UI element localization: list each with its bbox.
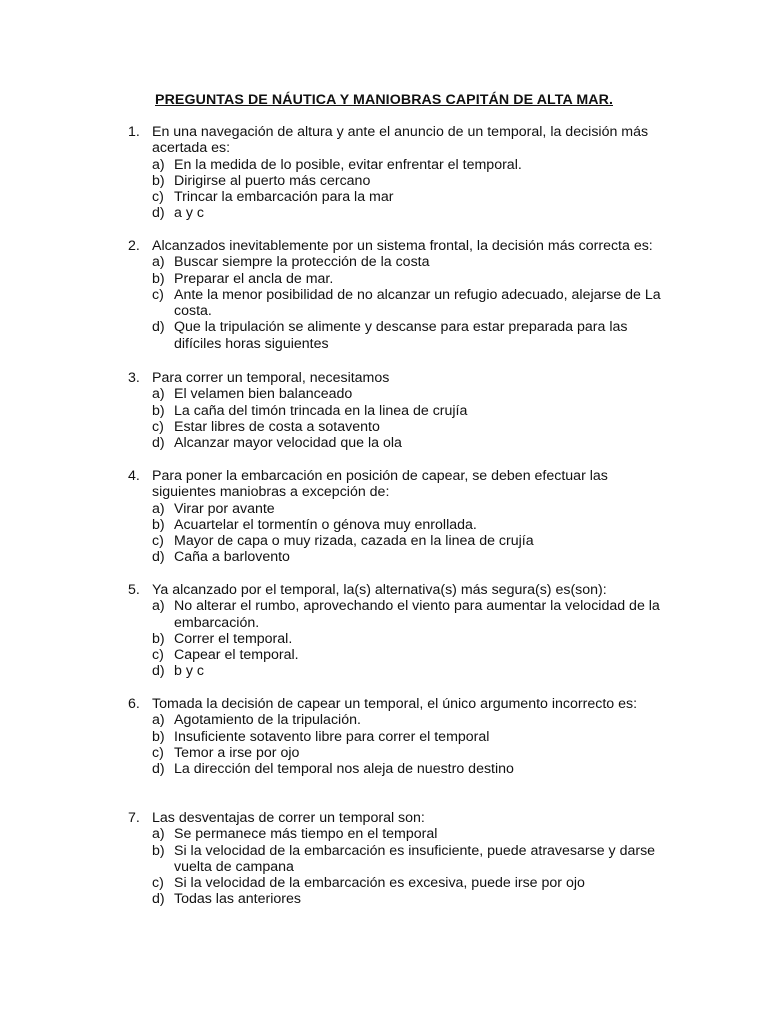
option-letter: b) [152,172,165,189]
question-stem [128,810,668,826]
question-text: Las desventajas de correr un temporal son: [152,810,425,826]
answer-option [128,517,668,533]
answer-option [128,189,668,205]
option-letter: b) [152,728,165,745]
question-4 [128,468,668,566]
option-text: Caña a barlovento [174,549,290,566]
option-letter: a) [152,712,165,729]
option-letter: a) [152,254,165,271]
option-text: La caña del timón trincada en la linea de crujía [174,402,468,419]
option-letter: a) [152,826,165,843]
option-text: El velamen bien balanceado [174,386,353,403]
option-letter: a) [152,598,165,615]
question-text: Para poner la embarcación en posición de capear, se deben efectuar las siguientes maniobras a excepción de: [152,468,608,501]
question-stem [128,696,668,712]
question-stem [128,468,668,501]
option-letter: c) [152,875,164,892]
answer-option [128,254,668,270]
option-letter: c) [152,418,164,435]
question-stem [128,124,668,157]
question-number: 3. [128,370,140,386]
question-5 [128,582,668,680]
answer-option [128,843,668,876]
question-number: 7. [128,810,140,826]
option-letter: d) [152,761,165,778]
option-letter: b) [152,630,165,647]
question-text: Tomada la decisión de capear un temporal, el único argumento incorrecto es: [152,696,638,712]
question-stem [128,238,668,254]
option-letter: b) [152,516,165,533]
answer-option [128,386,668,402]
question-number: 5. [128,582,140,598]
document-title: PREGUNTAS DE NÁUTICA Y MANIOBRAS CAPITÁN DE ALTA MAR. [155,92,613,108]
question-text: Para correr un temporal, necesitamos [152,370,390,386]
option-letter: a) [152,156,165,173]
option-text: b y c [174,663,204,680]
option-letter: d) [152,435,165,452]
answer-option [128,598,668,631]
option-text: Trincar la embarcación para la mar [174,189,394,206]
answer-option [128,287,668,320]
answer-option [128,891,668,907]
option-letter: d) [152,549,165,566]
answer-option [128,761,668,777]
question-stem [128,370,668,386]
option-text: Estar libres de costa a sotavento [174,418,380,435]
option-text: Se permanece más tiempo en el temporal [174,826,438,843]
answer-option [128,403,668,419]
option-text: Virar por avante [174,500,275,517]
answer-option [128,501,668,517]
option-text: Capear el temporal. [174,647,299,664]
option-text: En la medida de lo posible, evitar enfrentar el temporal. [174,156,522,173]
option-text: Insuficiente sotavento libre para correr el temporal [174,728,490,745]
option-text: Que la tripulación se alimente y descanse para estar preparada para las difíciles horas siguientes [174,319,628,352]
answer-option [128,173,668,189]
answer-option [128,435,668,451]
option-letter: c) [152,744,164,761]
option-letter: c) [152,286,164,303]
answer-option [128,826,668,842]
option-text: Si la velocidad de la embarcación es insuficiente, puede atravesarse y darse vuelta de campana [174,842,656,875]
answer-option [128,205,668,221]
option-letter: b) [152,270,165,287]
question-3 [128,370,668,451]
answer-option [128,319,668,352]
question-number: 4. [128,468,140,484]
question-7 [128,810,668,908]
option-letter: d) [152,205,165,222]
question-number: 1. [128,124,140,140]
answer-option [128,271,668,287]
option-text: Alcanzar mayor velocidad que la ola [174,435,402,452]
answer-option [128,549,668,565]
answer-option [128,631,668,647]
option-text: Correr el temporal. [174,630,293,647]
option-text: Agotamiento de la tripulación. [174,712,361,729]
option-text: Si la velocidad de la embarcación es excesiva, puede irse por ojo [174,875,585,892]
option-text: Temor a irse por ojo [174,744,300,761]
option-text: Preparar el ancla de mar. [174,270,334,287]
answer-option [128,647,668,663]
question-6 [128,696,668,777]
option-text: a y c [174,205,204,222]
question-number: 2. [128,238,140,254]
option-letter: c) [152,533,164,550]
question-text: Alcanzados inevitablemente por un sistema frontal, la decisión más correcta es: [152,238,653,254]
question-2 [128,238,668,352]
answer-option [128,745,668,761]
option-letter: c) [152,647,164,664]
option-letter: a) [152,386,165,403]
question-text: En una navegación de altura y ante el anuncio de un temporal, la decisión más acertada es: [152,124,649,157]
option-letter: d) [152,891,165,908]
option-text: Todas las anteriores [174,891,301,908]
option-letter: a) [152,500,165,517]
option-text: Mayor de capa o muy rizada, cazada en la linea de crujía [174,533,534,550]
option-letter: c) [152,189,164,206]
question-number: 6. [128,696,140,712]
answer-option [128,157,668,173]
option-text: Dirigirse al puerto más cercano [174,172,371,189]
answer-option [128,663,668,679]
option-letter: b) [152,842,165,859]
question-text: Ya alcanzado por el temporal, la(s) alternativa(s) más segura(s) es(son): [152,582,607,598]
option-text: Ante la menor posibilidad de no alcanzar un refugio adecuado, alejarse de La costa. [174,286,661,320]
option-letter: d) [152,663,165,680]
option-text: Buscar siempre la protección de la costa [174,254,430,271]
option-letter: b) [152,402,165,419]
option-text: Acuartelar el tormentín o génova muy enrollada. [174,516,477,533]
answer-option [128,419,668,435]
answer-option [128,712,668,728]
answer-option [128,533,668,549]
question-stem [128,582,668,598]
question-1 [128,124,668,222]
answer-option [128,729,668,745]
option-letter: d) [152,319,165,336]
answer-option [128,875,668,891]
option-text: No alterar el rumbo, aprovechando el viento para aumentar la velocidad de la embarcación. [174,598,660,631]
option-text: La dirección del temporal nos aleja de nuestro destino [174,761,514,778]
